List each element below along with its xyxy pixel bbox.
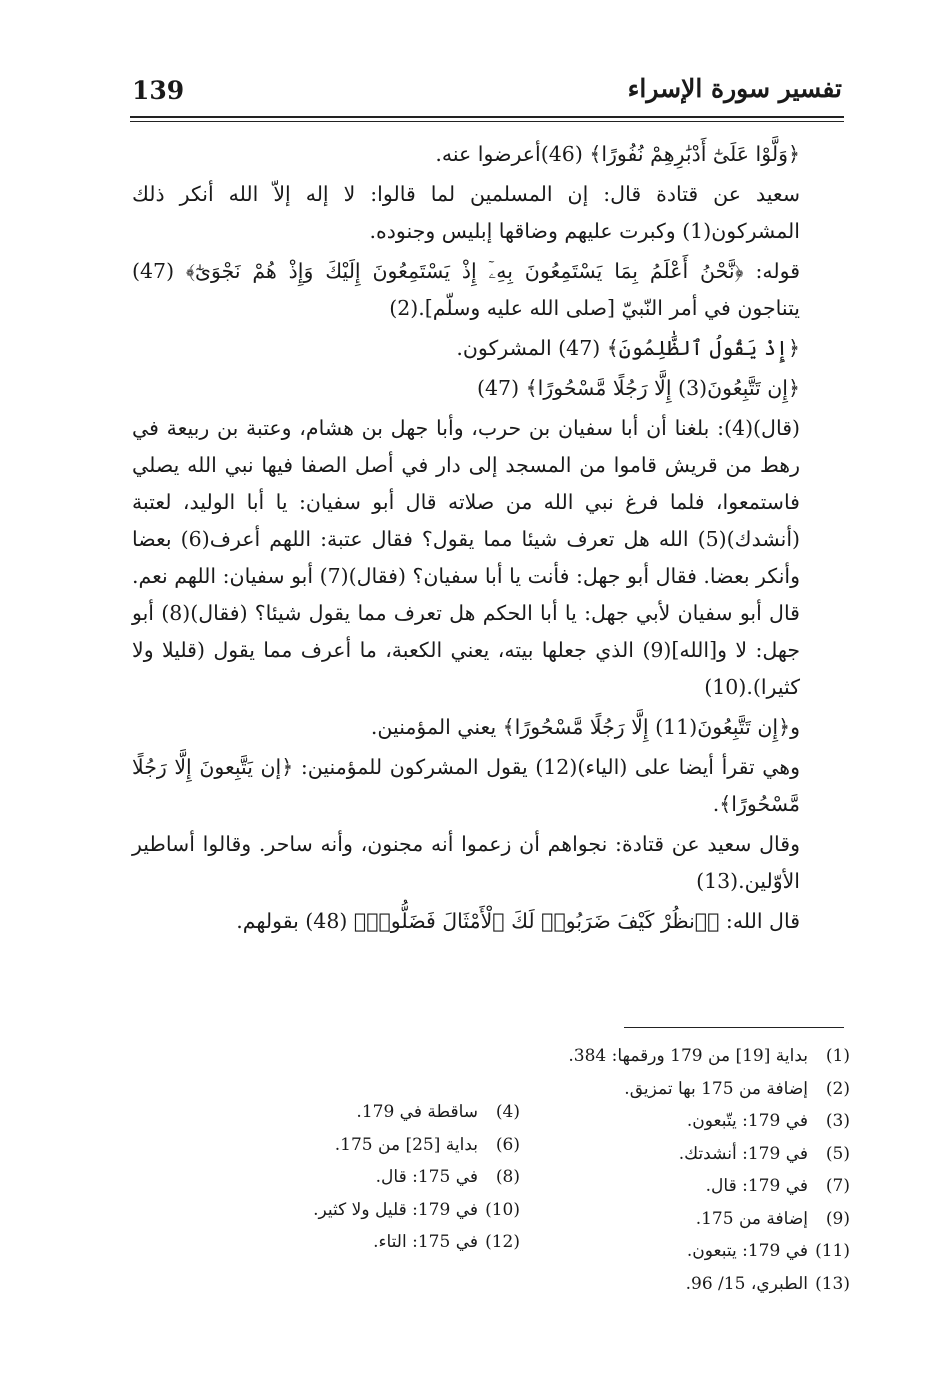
footnote-text: إضافة من 175.	[695, 1208, 808, 1229]
footnote-number: (6)	[495, 1134, 520, 1155]
footnote	[520, 1203, 850, 1236]
footnote	[520, 1105, 850, 1138]
footnote-number: (5)	[825, 1143, 850, 1164]
footnote-number: (9)	[825, 1208, 850, 1229]
footnote	[200, 1129, 520, 1162]
paragraph: وهي تقرأ أيضا على (الياء)(12) يقول المشركون للمؤمنين: ﴿إن يَتَّبِعونَ إِلَّا رَجُلًا مَّسْحُورًا﴾.	[132, 755, 801, 816]
page-number: 139	[132, 76, 185, 105]
footnote-text: إضافة من 175 بها تمزيق.	[624, 1078, 808, 1099]
footnote	[200, 1226, 520, 1259]
footnote-number: (3)	[825, 1111, 850, 1131]
footnote-text: بداية [25] من 175.	[334, 1134, 478, 1155]
paragraph: و﴿إِن تَتَّبِعُونَ(11) إِلَّا رَجُلًا مَّسْحُورًا﴾ يعني المؤمنين.	[370, 715, 800, 739]
footnote	[520, 1040, 850, 1073]
footnote-text: في 179: أنشدتك.	[678, 1143, 808, 1164]
paragraph: سعيد عن قتادة قال: إن المسلمين لما قالوا: لا إله إلاّ الله أنكر ذلك المشركون(1) وكبرت عليهم وضاقها إبليس وجنوده.	[132, 182, 800, 243]
footnote-text: في 179: يتّبعون.	[686, 1111, 808, 1131]
paragraph: قال الله: ﴿ٱنظُرْ كَيْفَ ضَرَبُوا۟ لَكَ ٱلْأَمْثَالَ فَضَلُّوا۟﴾ (48) بقولهم.	[236, 909, 800, 933]
footnote-number: (13)	[815, 1273, 850, 1294]
footnote	[200, 1096, 520, 1129]
footnote-number: (8)	[495, 1167, 520, 1187]
header-rule	[130, 116, 844, 118]
footnotes-left-column	[200, 1096, 520, 1259]
footnote	[520, 1170, 850, 1203]
footnote-number: (2)	[825, 1078, 850, 1099]
footnote-number: (7)	[825, 1176, 850, 1196]
footnote-rule	[624, 1027, 844, 1028]
footnote-text: في 175: قال.	[375, 1167, 478, 1187]
footnote-number: (12)	[485, 1232, 520, 1252]
footnote-text: ساقطة في 179.	[356, 1102, 478, 1122]
footnote	[520, 1138, 850, 1171]
paragraph: وقال سعيد عن قتادة: نجواهم أن زعموا أنه مجنون، وأنه ساحر. وقالوا أساطير الأوّلين.(13)	[132, 832, 800, 893]
paragraph: ﴿وَلَّوْا عَلَىٰٓ أَدْبَٰرِهِمْ نُفُورًا﴾ (46)أعرضوا عنه.	[435, 142, 800, 166]
footnote-text: الطبري، 15/ 96.	[685, 1273, 808, 1294]
footnotes-right-column	[520, 1040, 850, 1300]
footnote-number: (11)	[815, 1241, 850, 1261]
paragraph: ﴿إِذْ يَقُولُ ٱلظَّٰلِمُونَ﴾ (47) المشركون.	[456, 336, 800, 360]
main-text	[132, 136, 844, 943]
footnote-number: (1)	[825, 1046, 850, 1066]
footnote-text: في 179: قال.	[705, 1176, 808, 1196]
footnote	[520, 1073, 850, 1106]
page-header	[132, 72, 842, 112]
paragraph: (قال)(4): بلغنا أن أبا سفيان بن حرب، وأبا جهل بن هشام، وعتبة بن ربيعة في رهط من قريش قاموا من المسجد إلى دار في أصل الصفا فيها نبي الله يصلي فاستمعوا، فلما فرغ نبي الله من صلاته قال أبو سفيان: يا أبا الوليد، لعتبة (أنشدك)(5) الله هل تعرف شيئا مما يقول؟ فقال عتبة: اللهم أعرف(6) بعضا وأنكر بعضا. فقال أبو جهل: فأنت يا أبا سفيان؟ (فقال)(7) أبو سفيان: اللهم نعم. قال أبو سفيان لأبي جهل: يا أبا الحكم هل تعرف مما يقول شيئا؟ (فقال)(8) أبو جهل: لا و[الله](9) الذي جعلها بيته، يعني الكعبة، ما أعرف مما يقول (قليلا ولا كثيرا).(10)	[132, 416, 801, 699]
footnote-text: في 175: التاء.	[373, 1232, 478, 1252]
footnote	[200, 1161, 520, 1194]
footnote	[200, 1194, 520, 1227]
footnote	[520, 1268, 850, 1301]
paragraph: ﴿إِن تَتَّبِعُونَ(3) إِلَّا رَجُلًا مَّسْحُورًا﴾ (47)	[477, 376, 800, 400]
footnote	[520, 1235, 850, 1268]
footnote-text: في 179: يتبعون.	[686, 1241, 808, 1261]
running-title: تفسير سورة الإسراء	[627, 74, 842, 103]
footnote-text: في 179: قليل ولا كثير.	[313, 1199, 478, 1220]
paragraph: قوله: ﴿نَّحْنُ أَعْلَمُ بِمَا يَسْتَمِعُونَ بِهِۦٓ إِذْ يَسْتَمِعُونَ إِلَيْكَ وَإِذْ هُمْ نَجْوَىٰٓ﴾ (47) يتناجون في أمر النّبيّ [صلى الله عليه وسلّم].(2)	[132, 259, 800, 320]
footnote-number: (10)	[485, 1199, 520, 1220]
footnote-text: بداية [19] من 179 ورقمها: 384.	[568, 1046, 808, 1066]
footnote-number: (4)	[495, 1102, 520, 1122]
header-rule-thin	[130, 121, 844, 122]
